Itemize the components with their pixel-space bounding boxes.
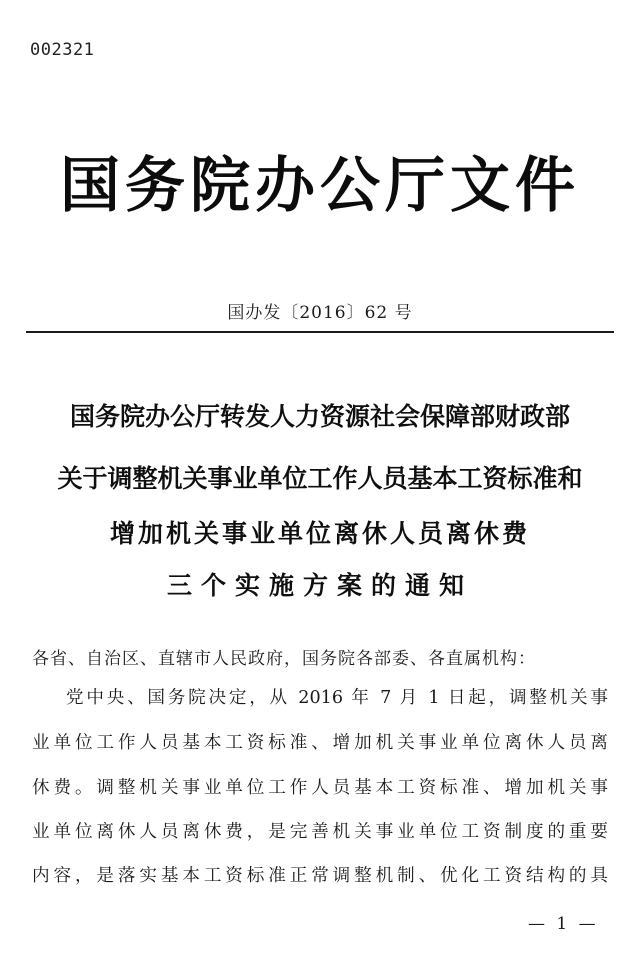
document-title-line-3: 增加机关事业单位离休人员离休费 [109, 519, 530, 548]
body-text-line-1: 党中央、国务院决定，从 2016 年 7 月 1 日起，调整机关事 [66, 688, 608, 708]
addressee-line: 各省、自治区、直辖市人民政府，国务院各部委、各直属机构： [32, 649, 536, 669]
body-text-line-2: 业单位工作人员基本工资标准、增加机关事业单位离休人员离 [32, 733, 608, 753]
issuer-header-title: 国务院办公厅文件 [60, 151, 580, 221]
document-serial-number: 002321 [30, 40, 95, 60]
body-text-line-3: 休费。调整机关事业单位工作人员基本工资标准、增加机关事 [32, 778, 608, 798]
document-title-line-4: 三个实施方案的通知 [166, 571, 473, 600]
page-number: — 1 — [528, 914, 599, 934]
body-text-line-5: 内容，是落实基本工资标准正常调整机制、优化工资结构的具 [32, 866, 608, 886]
document-issue-number: 国办发〔2016〕62 号 [227, 303, 413, 323]
document-title-line-2: 关于调整机关事业单位工作人员基本工资标准和 [57, 464, 583, 493]
header-divider-line [26, 331, 614, 333]
document-title-line-1: 国务院办公厅转发人力资源社会保障部财政部 [69, 402, 570, 431]
body-text-line-4: 业单位离休人员离休费，是完善机关事业单位工资制度的重要 [32, 822, 608, 842]
